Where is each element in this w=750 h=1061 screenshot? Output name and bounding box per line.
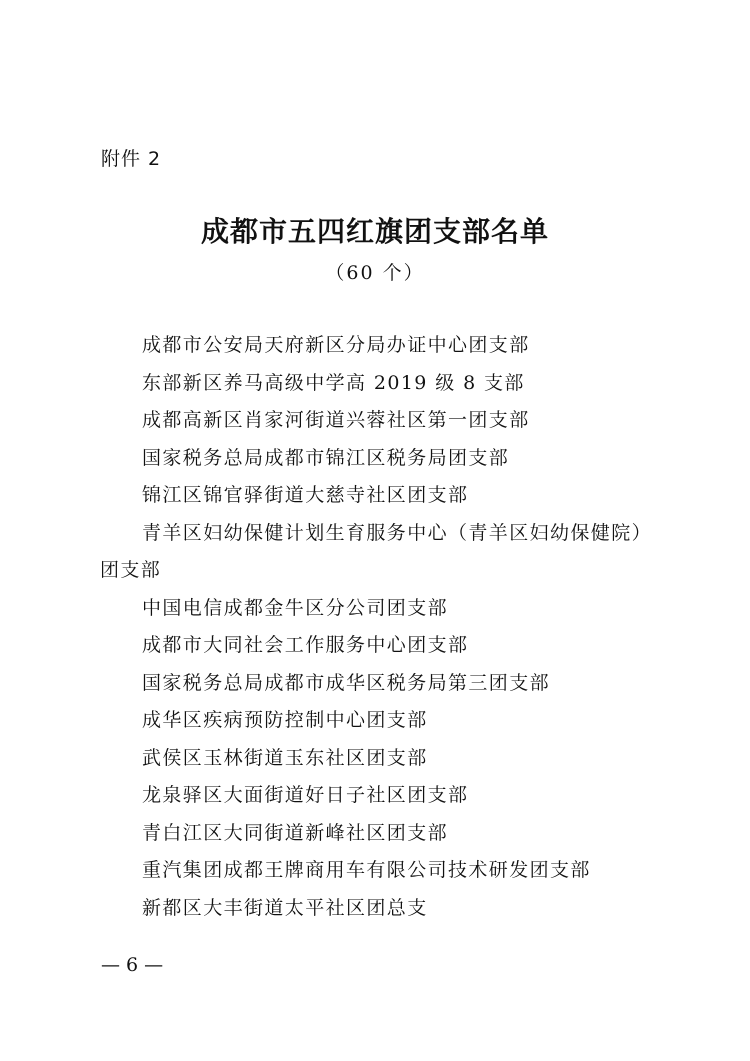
item-count: （60 个） [325,262,425,284]
page-number: — 6 — [101,954,164,976]
list-item: 重汽集团成都王牌商用车有限公司技术研发团支部 [142,859,591,881]
list-item: 青白江区大同街道新峰社区团支部 [142,821,449,844]
list-item: 中国电信成都金牛区分公司团支部 [142,596,449,619]
list-item: 国家税务总局成都市锦江区税务局团支部 [142,446,510,469]
list-item: 成都高新区肖家河街道兴蓉社区第一团支部 [142,409,530,431]
list-item: 新都区大丰街道太平社区团总支 [142,896,428,919]
list-item: 成都市公安局天府新区分局办证中心团支部 [142,334,530,356]
attachment-label: 附件 2 [101,148,162,170]
list-item: 成华区疾病预防控制中心团支部 [142,709,428,731]
list-item: 国家税务总局成都市成华区税务局第三团支部 [142,671,551,694]
list-item: 锦江区锦官驿街道大慈寺社区团支部 [142,484,469,506]
list-item: 青羊区妇幼保健计划生育服务中心（青羊区妇幼保健院）团支部 [100,521,653,581]
list-item: 成都市大同社会工作服务中心团支部 [142,634,469,656]
list-item: 龙泉驿区大面街道好日子社区团支部 [142,784,469,806]
branch-list [100,327,660,927]
list-item: 武侯区玉林街道玉东社区团支部 [142,746,428,769]
list-item: 东部新区养马高级中学高 2019 级 8 支部 [142,371,525,394]
document-title: 成都市五四红旗团支部名单 [200,215,549,248]
